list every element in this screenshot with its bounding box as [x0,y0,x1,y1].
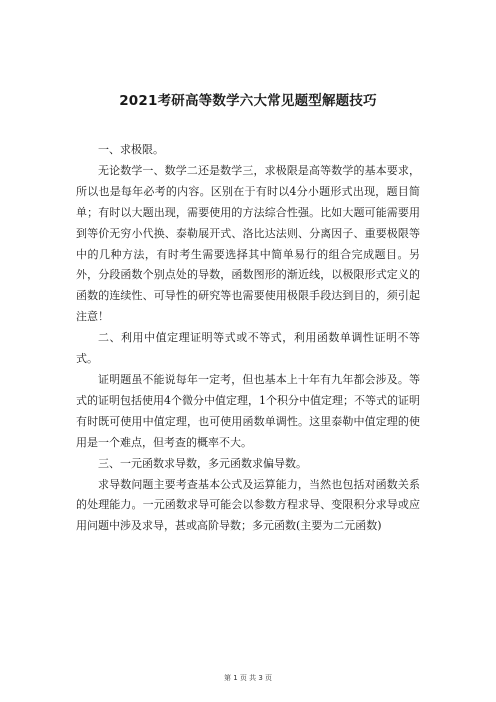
document-title: 2021考研高等数学六大常见题型解题技巧 [119,93,377,109]
paragraph-derivatives: 求导数问题主要考查基本公式及运算能力，当然也包括对函数关系的处理能力。一元函数求导可能会以参数方程求导、变限积分求导或应用问题中涉及求导，甚或高阶导数；多元函数(主要为二元函数) [76,477,420,533]
section-heading-mean-value: 二、利用中值定理证明等式或不等式，利用函数单调性证明不等式。 [76,331,420,366]
page-footer: 第 1 页 共 3 页 [223,674,273,682]
paragraph-mean-value: 证明题虽不能说每年一定考，但也基本上十年有九年都会涉及。等式的证明包括使用4个微分中值定理，1个积分中值定理；不等式的证明有时既可使用中值定理，也可使用函数单调性。这里泰勒中值定理的使用是一个难点，但考查的概率不大。 [76,372,420,449]
paragraph-limits: 无论数学一、数学二还是数学三，求极限是高等数学的基本要求，所以也是每年必考的内容。区别在于有时以4分小题形式出现，题目简单；有时以大题出现，需要使用的方法综合性强。比如大题可能需要用到等价无穷小代换、泰勒展开式、洛比达法则、分离因子、重要极限等中的几种方法，有时考生需要选择其中简单易行的组合完成题目。另外，分段函数个别点处的导数，函数图形的渐近线，以极限形式定义的函数的连续性、可导性的研究等也需要使用极限手段达到目的，须引起注意！ [76,163,420,324]
section-heading-derivatives: 三、一元函数求导数，多元函数求偏导数。 [98,456,307,470]
document-body [76,140,420,537]
section-heading-limits: 一、求极限。 [98,143,164,156]
